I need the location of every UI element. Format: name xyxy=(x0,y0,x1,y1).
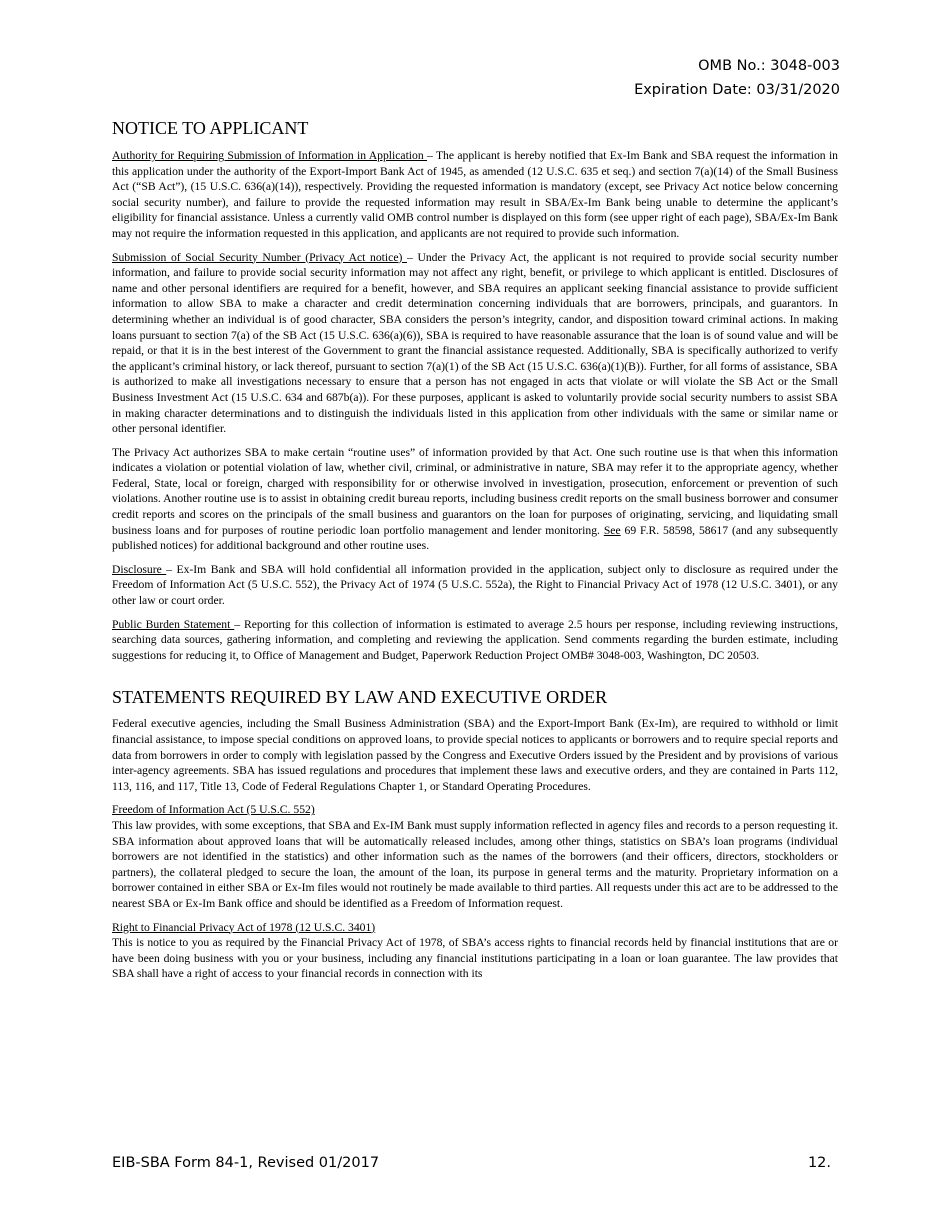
paragraph-intro: Federal executive agencies, including the Small Business Administration (SBA) and the Export-Import Bank (Ex-Im), are required to withhold or limit financial assistance, to impose special conditions on approved loans, to provide special notices to applicants or borrowers and to require special reports and data from borrowers in order to comply with legislation passed by the Congress and Executive Orders issued by the President and by provisions of various inter-agency agreements. SBA has issued regulations and procedures that implement these laws and executive orders, and they are contained in Parts 112, 113, 116, and 117, Title 13, Code of Federal Regulations Chapter 1, or Standard Operating Procedures. xyxy=(112,717,838,793)
see-reference: See xyxy=(603,523,621,537)
paragraph-text: 69 F.R. 58598, 58617 (and any subsequently published notices) for additional background and other routine uses. xyxy=(112,523,838,553)
expiration-date: Expiration Date: 03/31/2020 xyxy=(634,82,840,98)
document-body xyxy=(112,116,838,982)
omb-number: OMB No.: 3048-003 xyxy=(698,58,840,74)
paragraph-heading: Authority for Requiring Submission of Information in Application xyxy=(112,149,428,162)
subheading-foia: Freedom of Information Act (5 U.S.C. 552) xyxy=(112,803,315,817)
paragraph-text: – Ex-Im Bank and SBA will hold confidential all information provided in the application, subject only to disclosure as required under the Freedom of Information Act (5 U.S.C. 552), the Privacy Act of 1974 (5 U.S.C. 552a), the Right to Financial Privacy Act of 1978 (12 U.S.C. 3401), or any other law or court order. xyxy=(112,562,838,608)
subheading-rfpa: Right to Financial Privacy Act of 1978 (12 U.S.C. 3401) xyxy=(112,920,376,934)
paragraph-rfpa: This is notice to you as required by the Financial Privacy Act of 1978, of SBA’s access rights to financial records held by financial institutions that are or have been doing business with you or your business, including any financial institutions participating in a loan or loan guarantee. The law provides that SBA shall have a right of access to your financial records in connection with its xyxy=(112,936,838,981)
section-title-notice: NOTICE TO APPLICANT xyxy=(112,118,309,138)
paragraph-heading: Disclosure xyxy=(112,562,167,576)
form-identifier: EIB-SBA Form 84-1, Revised 01/2017 xyxy=(112,1155,380,1171)
paragraph-disclosure xyxy=(112,562,838,609)
paragraph-text: – The applicant is hereby notified that Ex-Im Bank and SBA request the information in this application under the authority of the Export-Import Bank Act of 1945, as amended (12 U.S.C. 635 et seq.) and section 7(a)(14) of the Small Business Act (“SB Act”), (15 U.S.C. 636(a)(14)), respectively. Providing the requested information is mandatory (except, see Privacy Act notice below concerning social security number), and failure to provide the requested information may result in SBA/Ex-Im Bank being unable to determine the applicant’s eligibility for financial assistance. Unless a currently valid OMB control number is displayed on this form (see upper right of each page), SBA/Ex-Im Bank may not require the information requested in this application, and applicants are not required to provide such information. xyxy=(112,149,838,240)
paragraph-text: The Privacy Act authorizes SBA to make certain “routine uses” of information provided by that Act. One such routine use is that when this information indicates a violation or potential violation of law, whether civil, criminal, or administrative in nature, SBA may refer it to the appropriate agency, whether Federal, State, local or foreign, charged with responsibility for or otherwise involved in investigation, prosecution, enforcement or prevention of such violations. Another routine use is to assist in obtaining credit bureau reports, including business credit reports on the small business borrower and consumer credit reports and scores on the principals of the small business and guarantors on the loan for purposes of originating, servicing, and liquidating small business loans and for purposes of routine periodic loan portfolio management and lender monitoring. xyxy=(112,445,838,537)
paragraph-text: – Under the Privacy Act, the applicant is not required to provide social security number information, and failure to provide social security information may not affect any right, benefit, or privilege to which applicant is entitled. Disclosures of name and other personal identifiers are required for a benefit, however, and SBA requires an applicant seeking financial assistance to provide sufficient information to allow SBA to make a character and credit determination concerning individuals that are borrowers, principals, and guarantors. In determining whether an individual is of good character, SBA considers the person’s integrity, candor, and disposition toward criminal actions. In making loans pursuant to section 7(a) of the SB Act (15 U.S.C. 636(a)(6)), SBA is required to have reasonable assurance that the loan is of sound value and will be repaid, or that it is in the best interest of the Government to grant the financial assistance requested. Additionally, SBA is specifically authorized to verify the applicant’s criminal history, or lack thereof, pursuant to section 7(a)(1) of the SB Act (15 U.S.C. 636(a)(1)(B)). Further, for all forms of assistance, SBA is authorized to make all investigations necessary to ensure that a person has not engaged in acts that violate or will violate the SB Act or the Small Business Investment Act (15 U.S.C. 634 and 687b(a)). For these purposes, applicant is asked to voluntarily provide social security numbers to assist SBA in making character determinations and to distinguish the individuals listed in this application from other individuals with the same or similar name or other personal identifier. xyxy=(112,250,838,436)
paragraph-text: – Reporting for this collection of information is estimated to average 2.5 hours per response, including reviewing instructions, searching data sources, gathering information, and completing and reviewing the application. Send comments regarding the burden estimate, including suggestions for reducing it, to Office of Management and Budget, Paperwork Reduction Project OMB# 3048-003, Washington, DC 20503. xyxy=(112,617,838,662)
page-number: 12. xyxy=(807,1155,831,1171)
paragraph-heading: Submission of Social Security Number (Privacy Act notice) xyxy=(112,250,407,264)
paragraph-routine-uses xyxy=(112,445,838,554)
section-title-statements: STATEMENTS REQUIRED BY LAW AND EXECUTIVE ORDER xyxy=(112,687,608,708)
paragraph-heading: Public Burden Statement xyxy=(112,617,235,631)
paragraph-burden xyxy=(112,617,838,664)
paragraph-authority xyxy=(112,148,838,242)
paragraph-foia: This law provides, with some exceptions, that SBA and Ex-IM Bank must supply information reflected in agency files and records to a person requesting it. SBA information about approved loans that will be automatically released includes, among other things, statistics on SBA’s loan programs (individual borrowers are not identified in the statistics) and other information such as the names of the borrowers (and their officers, directors, stockholders or partners), the collateral pledged to secure the loan, the amount of the loan, its purpose in general terms and the maturity. Proprietary information on a borrower contained in either SBA or Ex-Im files would not routinely be made available to third parties. All requests under this act are to be addressed to the nearest SBA or Ex-Im Bank office and should be identified as a Freedom of Information request. xyxy=(112,818,838,910)
paragraph-ssn xyxy=(112,250,838,437)
